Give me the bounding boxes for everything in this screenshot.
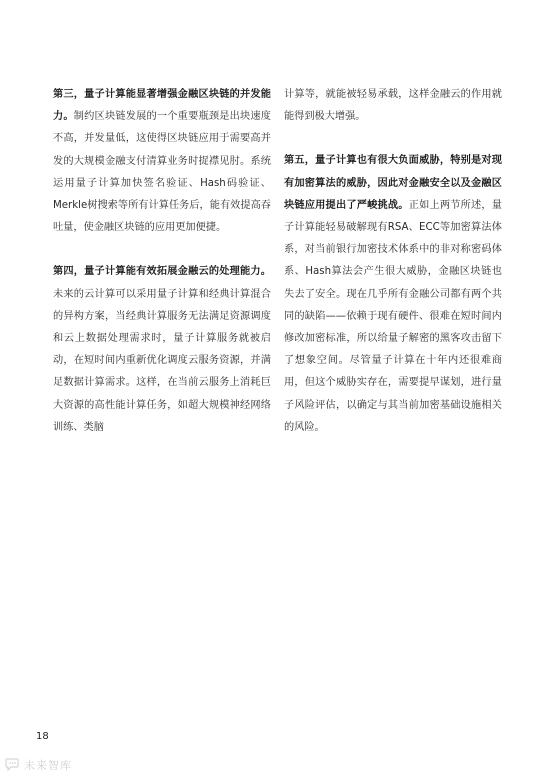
watermark-text: 未来智库: [24, 759, 72, 772]
paragraph-fifth-point: [284, 150, 502, 439]
paragraph-body: 计算等，就能被轻易承载，这样金融云的作用就能得到极大增强。: [284, 89, 502, 123]
right-column: [284, 84, 502, 439]
page-number: 18: [36, 731, 49, 742]
paragraph-continuation: [284, 84, 502, 128]
paragraph-body: 制约区块链发展的一个重要瓶颈是出块速度不高，并发量低，这使得区块链应用于需要高并发的大规模金融支付清算业务时捉襟见肘。系统运用量子计算加快签名验证、Hash码验证、Merkle树搜索等所有计算任务后，能有效提高吞吐量，使金融区块链的应用更加便捷。: [53, 111, 271, 234]
paragraph-heading: 第五，量子计算也有很大负面威胁，特别是对现有加密算法的威胁，因此对金融安全以及金融区块链应用提出了严峻挑战。: [284, 155, 502, 211]
paragraph-fourth-point: [53, 261, 271, 439]
paragraph-body: 正如上两节所述，量子计算能轻易破解现有RSA、ECC等加密算法体系，对当前银行加密技术体系中的非对称密码体系、Hash算法会产生很大威胁，金融区块链也失去了安全。现在几乎所有金融公司都有两个共同的缺陷——依赖于现有硬件、很难在短时间内修改加密标准，所以给量子解密的黑客攻击留下了想象空间。尽管量子计算在十年内还很难商用，但这个威胁实存在，需要提早谋划，进行量子风险评估，以确定与其当前加密基础设施相关的风险。: [284, 199, 502, 433]
left-column: [53, 84, 271, 439]
watermark-logo: [4, 756, 72, 774]
paragraph-heading: 第四，量子计算能有效拓展金融云的处理能力。: [53, 266, 271, 278]
paragraph-third-point: [53, 84, 271, 239]
paragraph-heading: 第三，量子计算能显著增强金融区块链的并发能力。: [53, 89, 271, 123]
paragraph-body: 未来的云计算可以采用量子计算和经典计算混合的异构方案，当经典计算服务无法满足资源调度和云上数据处理需求时，量子计算服务就被启动，在短时间内重新优化调度云服务资源，并满足数据计算需求。这样，在当前云服务上消耗巨大资源的高性能计算任务，如超大规模神经网络训练、类脑: [53, 288, 271, 433]
chat-bubble-icon: [4, 758, 20, 772]
